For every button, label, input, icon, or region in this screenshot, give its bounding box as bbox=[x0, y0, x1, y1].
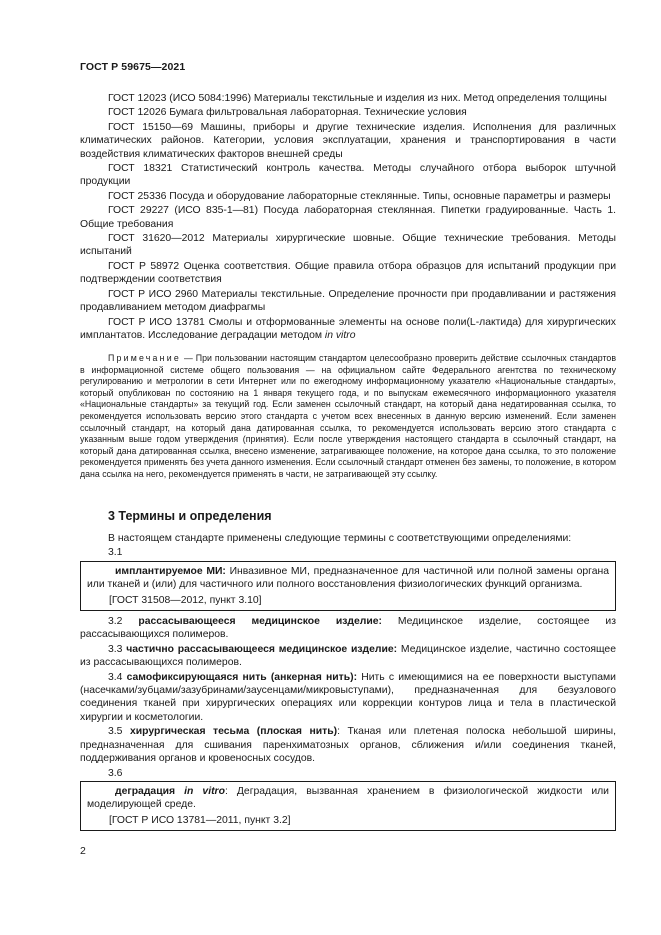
term-name: хирургическая тесьма (плоская нить) bbox=[129, 726, 338, 738]
term-3-4 bbox=[80, 671, 616, 725]
note-label: Примечание bbox=[108, 353, 181, 363]
reference-italic: in vitro bbox=[324, 329, 356, 341]
document-header: ГОСТ Р 59675—2021 bbox=[80, 61, 186, 73]
term-source: [ГОСТ 31508—2012, пункт 3.10] bbox=[109, 594, 262, 606]
term-text: Инвазивное МИ, предназначенное для частичной или полной замены органа или тканей и (или) для частичного или полного восстановления физиологических функций организма. bbox=[87, 565, 609, 591]
reference-item: ГОСТ Р ИСО 2960 Материалы текстильные. Определение прочности при продавливании и растяжения продавливанием методом диафрагмы bbox=[80, 288, 616, 314]
term-name: самофиксирующаяся нить (анкерная нить): bbox=[126, 671, 358, 683]
term-name: имплантируемое МИ: bbox=[115, 565, 226, 577]
reference-item: ГОСТ 12026 Бумага фильтровальная лабораторная. Технические условия bbox=[108, 107, 467, 119]
reference-item: ГОСТ 18321 Статистический контроль качества. Методы случайного отбора выборок штучной продукции bbox=[80, 163, 616, 188]
term-name: частично рассасывающееся медицинское изделие: bbox=[126, 643, 398, 655]
term-text: : Деградация, вызванная хранением в физиологической жидкости или моделирующей среде. bbox=[87, 785, 609, 811]
term-text: : Тканая или плетеная полоска небольшой ширины, предназначенная для сшивания паренхиматозных органов, сближения и/или соединения тканей, поддерживания органов и кровеносных сосудов. bbox=[80, 726, 616, 765]
reference-item: ГОСТ 12023 (ИСО 5084:1996) Материалы текстильные и изделия из них. Метод определения толщины bbox=[108, 93, 607, 104]
reference-item: ГОСТ 25336 Посуда и оборудование лабораторные стеклянные. Типы, основные параметры и размеры bbox=[108, 190, 611, 202]
terms-section bbox=[80, 532, 616, 835]
term-source: [ГОСТ Р ИСО 13781—2011, пункт 3.2] bbox=[109, 814, 291, 826]
term-name-italic: in vitro bbox=[184, 785, 225, 797]
term-number: 3.6 bbox=[108, 767, 123, 779]
term-definition bbox=[87, 565, 609, 592]
term-number: 3.3 bbox=[108, 643, 127, 655]
term-number: 3.5 bbox=[108, 726, 130, 738]
term-text: Нить с имеющимися на ее поверхности выступами (насечками/зубцами/зазубринами/заусенцами/микровыступами), предназначенная для безузлового соединения тканей при хирургических операциях или коррекции контуров лица и тела в пластической хирургии и косметологии. bbox=[80, 671, 616, 723]
note-text: — При пользовании настоящим стандартом целесообразно проверить действие ссылочных стандартов в информационной системе общего пользования — на официальном сайте Федерального агентства по техническому регулированию и метрологии в сети Интернет или по ежегодному информационному указателю «Национальные стандарты», который опубликован по состоянию на 1 января текущего года, и по выпускам ежемесячного информационного указателя «Национальные стандарты» за текущий год. Если заменен ссылочный стандарт, на который дана недатированная ссылка, то рекомендуется использовать версию этого стандарта с учетом всех внесенных в данную версию изменений. Если заменен ссылочный стандарт, на который дана датированная ссылка, то рекомендуется использовать версию этого стандарта с указанным выше годом утверждения (принятия). Если после утверждения настоящего стандарта в ссылочный стандарт, на который дана датированная ссылка, внесено изменение, затрагивающее положение, на которое дана ссылка, то это положение рекомендуется применять без учета данного изменения. Если ссылочный стандарт отменен без замены, то положение, в котором дана ссылка на него, рекомендуется применять в части, не затрагивающей эту ссылку. bbox=[80, 353, 616, 479]
term-text: Медицинское изделие, частично состоящее из рассасывающихся полимеров. bbox=[80, 643, 616, 669]
term-number: 3.4 bbox=[108, 671, 127, 683]
reference-item: ГОСТ 29227 (ИСО 835-1—81) Посуда лабораторная стеклянная. Пипетки градуированные. Часть 1. Общие требования bbox=[80, 205, 616, 230]
section-title: 3 Термины и определения bbox=[108, 509, 272, 523]
normative-references-list bbox=[80, 92, 616, 343]
term-number: 3.1 bbox=[108, 547, 123, 559]
section-intro: В настоящем стандарте применены следующие термины с соответствующими определениями: bbox=[108, 533, 572, 544]
reference-item: ГОСТ 31620—2012 Материалы хирургические шовные. Общие технические требования. Методы испытаний bbox=[80, 233, 616, 258]
term-box-3-6 bbox=[80, 781, 616, 831]
term-number: 3.2 bbox=[108, 616, 139, 628]
term-text: Медицинское изделие, состоящее из рассасывающихся полимеров. bbox=[80, 616, 616, 641]
reference-note bbox=[80, 353, 616, 481]
term-3-5 bbox=[80, 725, 616, 765]
term-3-3 bbox=[80, 643, 616, 670]
term-3-2 bbox=[80, 615, 616, 642]
term-definition bbox=[87, 785, 609, 812]
reference-text: ГОСТ Р ИСО 13781 Смолы и отформованные элементы на основе поли(L-лактида) для хирургических имплантатов. Исследование деградации методом bbox=[80, 316, 616, 341]
reference-item bbox=[80, 316, 616, 343]
reference-item: ГОСТ Р 58972 Оценка соответствия. Общие правила отбора образцов для испытаний продукции при подтверждении соответствия bbox=[80, 260, 616, 286]
term-name: деградация bbox=[115, 785, 185, 797]
term-name: рассасывающееся медицинское изделие: bbox=[138, 616, 382, 628]
reference-item: ГОСТ 15150—69 Машины, приборы и другие технические изделия. Исполнения для различных климатических районов. Категории, условия эксплуатации, хранения и транспортирования в части воздействия климатических факторов внешней среды bbox=[80, 121, 616, 160]
term-box-3-1 bbox=[80, 561, 616, 611]
page-number: 2 bbox=[80, 845, 86, 857]
